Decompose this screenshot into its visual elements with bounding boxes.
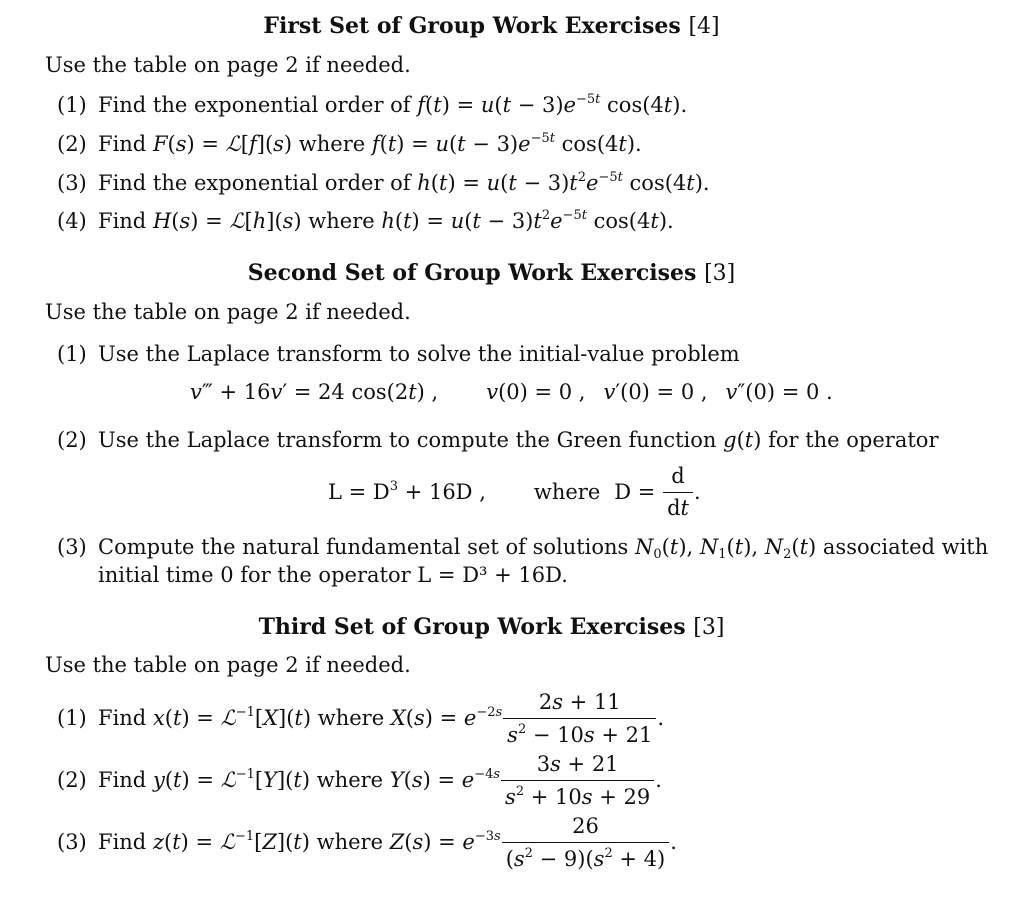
operator-equation: $L = D^3 + 16D$ , where D = $\frac{d}{dt}$ . bbox=[328, 464, 701, 521]
section-1-item-4: (4) Find H(s) = ℒ[h](s) where $h(t) = u(t - 3)t^2e^{-5t}$ cos(4t). bbox=[57, 208, 674, 233]
section-2-item-2: (2) Use the Laplace transform to compute the Green function g(t) for the operator bbox=[57, 428, 939, 452]
item-text: Use the Laplace transform to solve the initial-value problem bbox=[98, 342, 740, 366]
section-3-item-1: (1) Find x(t) = ℒ$^{-1}$[X](t) where $X(s) = e^{-2s}$ $\frac{2s + 11}{s^2 - 10s + 21}$ . bbox=[57, 690, 665, 748]
item-text: Find the exponential order of $f(t) = u(t - 3)e^{-5t}$ cos(4t). bbox=[98, 92, 688, 117]
section-1-title: First Set of Group Work Exercises [4] bbox=[263, 13, 720, 39]
section-2-item-3-cont: initial time 0 for the operator L = D³ + 16D. bbox=[98, 563, 568, 587]
section-2-item-3: (3) Compute the natural fundamental set of solutions $N_0(t)$, $N_1(t)$, $N_2(t)$ associated with bbox=[57, 535, 989, 562]
section-1-intro: Use the table on page 2 if needed. bbox=[45, 53, 411, 77]
section-2-intro: Use the table on page 2 if needed. bbox=[45, 300, 411, 324]
section-3-title: Third Set of Group Work Exercises [3] bbox=[258, 614, 725, 640]
item-text: Use the Laplace transform to compute the Green function g(t) for the operator bbox=[98, 428, 939, 452]
d-dt-fraction: $\frac{d}{dt}$ bbox=[663, 464, 693, 521]
section-3-item-3: (3) Find z(t) = ℒ$^{-1}$[Z](t) where $Z(s) = e^{-3s}$ $\frac{26}{(s^2 - 9)(s^2 + 4)}$ . bbox=[57, 814, 677, 872]
ivp-equation: v‴ + 16v′ = 24 cos(2t) , v(0) = 0 , v′(0) = 0 , v″(0) = 0 . bbox=[190, 380, 833, 404]
item-text: Find x(t) = ℒ$^{-1}$[X](t) where $X(s) = e^{-2s}$ $\frac{2s + 11}{s^2 - 10s + 21}$ . bbox=[98, 690, 665, 748]
item-text: Find y(t) = ℒ$^{-1}$[Y](t) where $Y(s) = e^{-4s}$ $\frac{3s + 21}{s^2 + 10s + 29}$ . bbox=[98, 752, 662, 810]
item-text: Find z(t) = ℒ$^{-1}$[Z](t) where $Z(s) = e^{-3s}$ $\frac{26}{(s^2 - 9)(s^2 + 4)}$ . bbox=[98, 814, 677, 872]
section-3-item-2: (2) Find y(t) = ℒ$^{-1}$[Y](t) where $Y(s) = e^{-4s}$ $\frac{3s + 21}{s^2 + 10s + 29}$ . bbox=[57, 752, 662, 810]
section-2-item-1: (1) Use the Laplace transform to solve the initial-value problem bbox=[57, 342, 740, 366]
item-text: Compute the natural fundamental set of solutions $N_0(t)$, $N_1(t)$, $N_2(t)$ associated with bbox=[98, 535, 989, 562]
item-text: Find the exponential order of $h(t) = u(t - 3)t^2e^{-5t}$ cos(4t). bbox=[98, 170, 710, 195]
item-text: Find F(s) = ℒ[f](s) where $f(t) = u(t - 3)e^{-5t}$ cos(4t). bbox=[98, 131, 642, 156]
section-3-intro: Use the table on page 2 if needed. bbox=[45, 653, 411, 677]
section-1-item-3: (3) Find the exponential order of $h(t) = u(t - 3)t^2e^{-5t}$ cos(4t). bbox=[57, 170, 710, 195]
section-1-item-1: (1) Find the exponential order of $f(t) = u(t - 3)e^{-5t}$ cos(4t). bbox=[57, 92, 688, 117]
item-text: Find H(s) = ℒ[h](s) where $h(t) = u(t - 3)t^2e^{-5t}$ cos(4t). bbox=[98, 208, 674, 233]
section-1-item-2: (2) Find F(s) = ℒ[f](s) where $f(t) = u(t - 3)e^{-5t}$ cos(4t). bbox=[57, 131, 642, 156]
section-2-title: Second Set of Group Work Exercises [3] bbox=[247, 260, 736, 286]
